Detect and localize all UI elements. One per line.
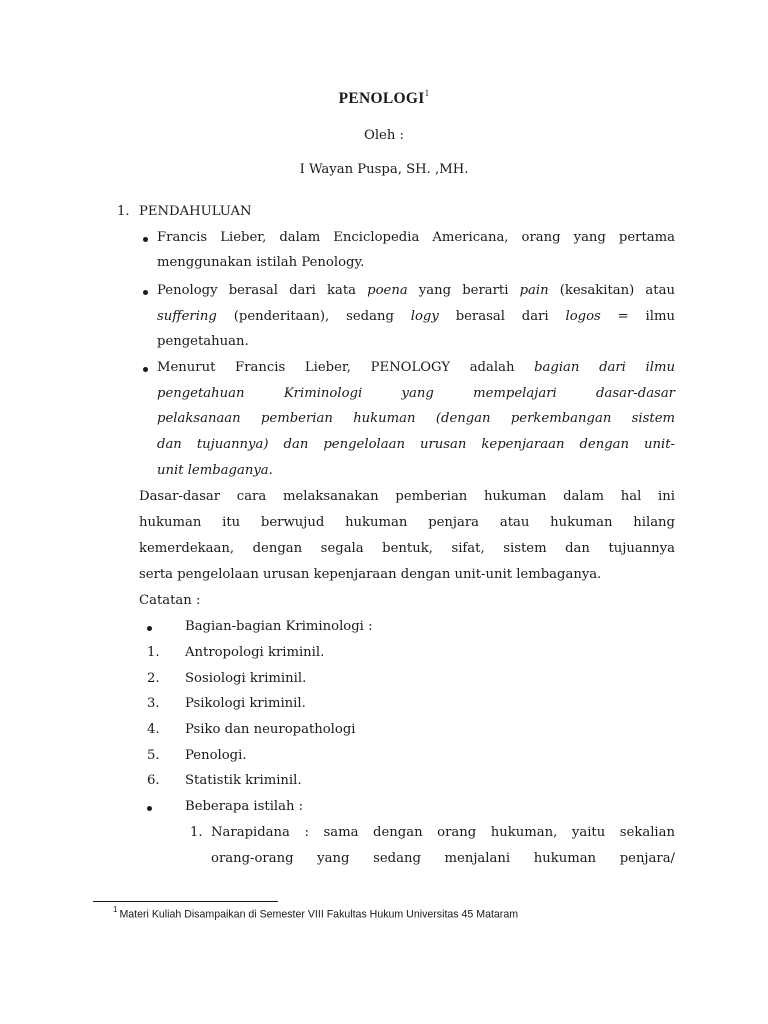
notes-label: Catatan : (139, 593, 201, 608)
footnote (113, 906, 518, 921)
paragraph-line4: serta pengelolaan urusan kepenjaraan dengan unit-unit lembaganya. (139, 567, 602, 582)
italic-span: bagian dari ilmu (534, 360, 675, 375)
text-span: (kesakitan) atau (559, 283, 675, 298)
term-pain: pain (519, 283, 549, 298)
list-number: 3. (147, 696, 160, 711)
list-item: Antropologi kriminil. (185, 645, 325, 660)
terms-label: Beberapa istilah : (185, 799, 304, 814)
list-item: Statistik kriminil. (185, 773, 302, 788)
bullet2-line3: pengetahuan. (157, 334, 249, 349)
footnote-separator (93, 901, 278, 902)
italic-span: pengetahuan Kriminologi yang mempelajari dasar-dasar (157, 386, 675, 401)
text-span: yang berarti (418, 283, 509, 298)
list-item: Sosiologi kriminil. (185, 671, 307, 686)
bullet-marker (143, 237, 148, 242)
paragraph-line3: kemerdekaan, dengan segala bentuk, sifat, sistem dan tujuannya (139, 541, 675, 556)
crim-parts-label: Bagian-bagian Kriminologi : (185, 619, 373, 634)
list-number: 1. (190, 825, 203, 840)
term1-line2: orang-orang yang sedang menjalani hukuman penjara/ (211, 851, 675, 866)
italic-span: unit lembaganya (157, 463, 269, 478)
text-span: Menurut Francis Lieber, PENOLOGY adalah (157, 360, 515, 375)
document-title (0, 89, 768, 108)
text-span: = ilmu (617, 309, 675, 324)
list-number: 2. (147, 671, 160, 686)
term1-line1: Narapidana : sama dengan orang hukuman, yaitu sekalian (211, 825, 675, 840)
bullet3-line2 (157, 386, 675, 401)
title-text: PENOLOGI (338, 90, 425, 108)
bullet1-line2: menggunakan istilah Penology. (157, 255, 365, 270)
paragraph-line2: hukuman itu berwujud hukuman penjara atau hukuman hilang (139, 515, 675, 530)
term-poena: poena (367, 283, 408, 298)
list-number: 1. (147, 645, 160, 660)
title-footnote-mark: 1 (424, 88, 430, 98)
bullet2-line2 (157, 309, 675, 324)
bullet3-line4 (157, 437, 675, 452)
text-span: Penology berasal dari kata (157, 283, 357, 298)
author-name: I Wayan Puspa, SH. ,MH. (299, 162, 469, 177)
bullet2-line1 (157, 283, 675, 298)
bullet3-line1 (157, 360, 675, 375)
bullet-marker (147, 806, 152, 811)
paragraph-line1: Dasar-dasar cara melaksanakan pemberian hukuman dalam hal ini (139, 489, 675, 504)
list-item: Psiko dan neuropathologi (185, 722, 356, 737)
bullet3-line5 (157, 463, 273, 478)
italic-span: pelaksanaan pemberian hukuman (dengan perkembangan sistem (157, 411, 675, 426)
bullet-marker (147, 626, 152, 631)
italic-span: dan tujuannya) dan pengelolaan urusan kepenjaraan dengan unit- (157, 437, 675, 452)
list-item: Psikologi kriminil. (185, 696, 306, 711)
bullet-marker (143, 290, 148, 295)
list-number: 5. (147, 748, 160, 763)
bullet1-line1: Francis Lieber, dalam Enciclopedia Americana, orang yang pertama (157, 230, 675, 245)
list-number: 4. (147, 722, 160, 737)
term-logos: logos (565, 309, 601, 324)
term-suffering: suffering (157, 309, 217, 324)
list-item: Penologi. (185, 748, 247, 763)
list-number: 6. (147, 773, 160, 788)
bullet-marker (143, 367, 148, 372)
section-heading: PENDAHULUAN (139, 204, 252, 219)
text-span: (penderitaan), sedang (233, 309, 394, 324)
section-number: 1. (117, 204, 130, 219)
by-label: Oleh : (364, 128, 404, 143)
term-logy: logy (410, 309, 439, 324)
text-span: berasal dari (455, 309, 549, 324)
text-span: . (268, 463, 273, 478)
bullet3-line3 (157, 411, 675, 426)
footnote-text: Materi Kuliah Disampaikan di Semester VIII Fakultas Hukum Universitas 45 Mataram (119, 908, 519, 921)
footnote-mark: 1 (113, 905, 118, 914)
